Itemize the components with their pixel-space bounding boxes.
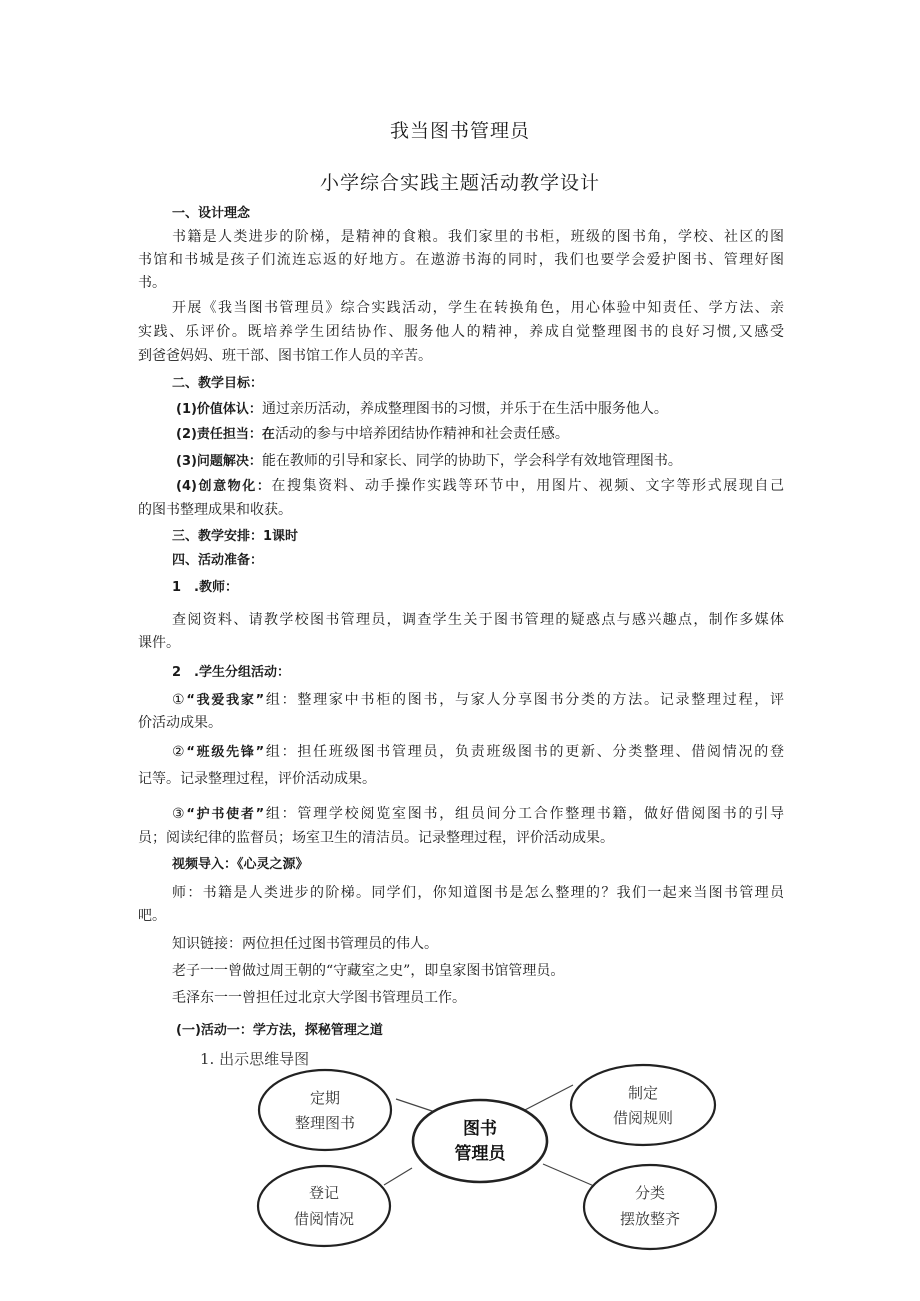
node-text: 制定 [627,1084,659,1102]
paragraph-line: 查阅资料、请教学校图书管理员，调查学生关于图书管理的疑惑点与感兴趣点，制作多媒体 [172,612,784,628]
mindmap-node-periodic [259,1070,391,1150]
mindmap-node-rules [571,1065,715,1145]
activity-heading: (一)活动一：学方法，探秘管理之道 [176,1023,383,1038]
connector-line [384,1168,412,1185]
paragraph-line: 知识链接：两位担任过图书管理员的伟人。 [172,936,438,952]
paragraph-line: 实践、乐评价。既培养学生团结协作、服务他人的精神，养成自觉整理图书的良好习惯,又感受 [138,324,784,340]
group-text: 组：担任班级图书管理员，负责班级图书的更新、分类整理、借阅情况的登 [264,744,784,760]
node-text: 借阅规则 [612,1109,674,1127]
paragraph-line: 吧。 [138,908,166,924]
connector-line [543,1164,594,1186]
group-name: “班级先锋” [186,745,265,760]
paragraph-line: 的图书整理成果和收获。 [138,502,292,518]
group-text: 组：管理学校阅览室图书，组员间分工合作整理书籍，做好借阅图书的引导 [264,806,784,822]
subheading-teacher: 1 .教师： [172,580,238,595]
paragraph-line: 书。 [138,275,166,291]
page-subtitle: 小学综合实践主题活动教学设计 [319,172,600,194]
paragraph-line: 开展《我当图书管理员》综合实践活动，学生在转换角色，用心体验中知责任、学方法、亲 [172,300,784,316]
goal-label: (2)责任担当：在 [176,427,275,442]
paragraph-line: 老子一一曾做过周王朝的“守藏室之史”，即皇家图书馆管理员。 [172,963,565,979]
paragraph-line: 价活动成果。 [138,715,222,731]
goal-label: (3)问题解决： [176,454,262,469]
node-text: 整理图书 [294,1114,356,1132]
group-name: “护书使者” [186,807,265,822]
paragraph-line: 记等。记录整理过程，评价活动成果。 [138,771,376,787]
section-heading-2: 二、教学目标： [172,376,264,391]
goal-label: (4)创意物化： [176,479,272,494]
paragraph-line: 书籍是人类进步的阶梯，是精神的食粮。我们家里的书柜，班级的图书角，学校、社区的图 [172,229,784,245]
page-title: 我当图书管理员 [389,120,530,142]
node-text: 借阅情况 [293,1210,355,1228]
group-text: 组：整理家中书柜的图书，与家人分享图书分类的方法。记录整理过程，评 [264,692,784,708]
mindmap-node-register [258,1166,390,1246]
center-text: 图书 [463,1119,497,1139]
goal-label: (1)价值体认： [176,402,262,417]
center-text: 管理员 [454,1144,506,1164]
video-heading: 视频导入：《心灵之源》 [172,857,309,872]
group-name: “我爱我家” [186,693,265,708]
paragraph-line: 师：书籍是人类进步的阶梯。同学们，你知道图书是怎么整理的？我们一起来当图书管理员 [172,885,784,901]
goal-text: 通过亲历活动，养成整理图书的习惯，并乐于在生活中服务他人。 [261,401,668,417]
paragraph-line: 到爸爸妈妈、班干部、图书馆工作人员的辛苦。 [138,348,432,364]
mindmap-caption: 1. 出示思维导图 [200,1050,310,1068]
mindmap-node-classify [584,1165,716,1249]
paragraph-line: 员；阅读纪律的监督员；场室卫生的清洁员。记录整理过程，评价活动成果。 [138,830,614,846]
connector-line [396,1099,438,1113]
group-number: ③ [172,806,187,822]
paragraph-line: 书馆和书城是孩子们流连忘返的好地方。在遨游书海的同时，我们也要学会爱护图书、管理好图 [138,252,784,268]
node-text: 登记 [308,1184,340,1202]
mindmap-center [413,1100,547,1182]
node-text: 定期 [309,1089,341,1107]
subheading-groups: 2 .学生分组活动： [172,665,290,680]
node-text: 分类 [634,1184,666,1202]
paragraph-line: 毛泽东一一曾担任过北京大学图书管理员工作。 [172,990,466,1006]
section-heading-1: 一、设计理念 [172,206,251,221]
goal-text: 能在教师的引导和家长、同学的协助下，学会科学有效地管理图书。 [261,453,682,469]
goal-text: 活动的参与中培养团结协作精神和社会责任感。 [274,426,569,442]
group-number: ① [172,692,187,708]
node-text: 摆放整齐 [619,1210,681,1228]
section-heading-4: 四、活动准备： [172,553,264,568]
goal-text: 在搜集资料、动手操作实践等环节中，用图片、视频、文字等形式展现自己 [271,478,784,494]
group-number: ② [172,744,187,760]
section-heading-3: 三、教学安排：1课时 [172,529,299,544]
connector-line [521,1085,573,1112]
paragraph-line: 课件。 [138,635,180,651]
